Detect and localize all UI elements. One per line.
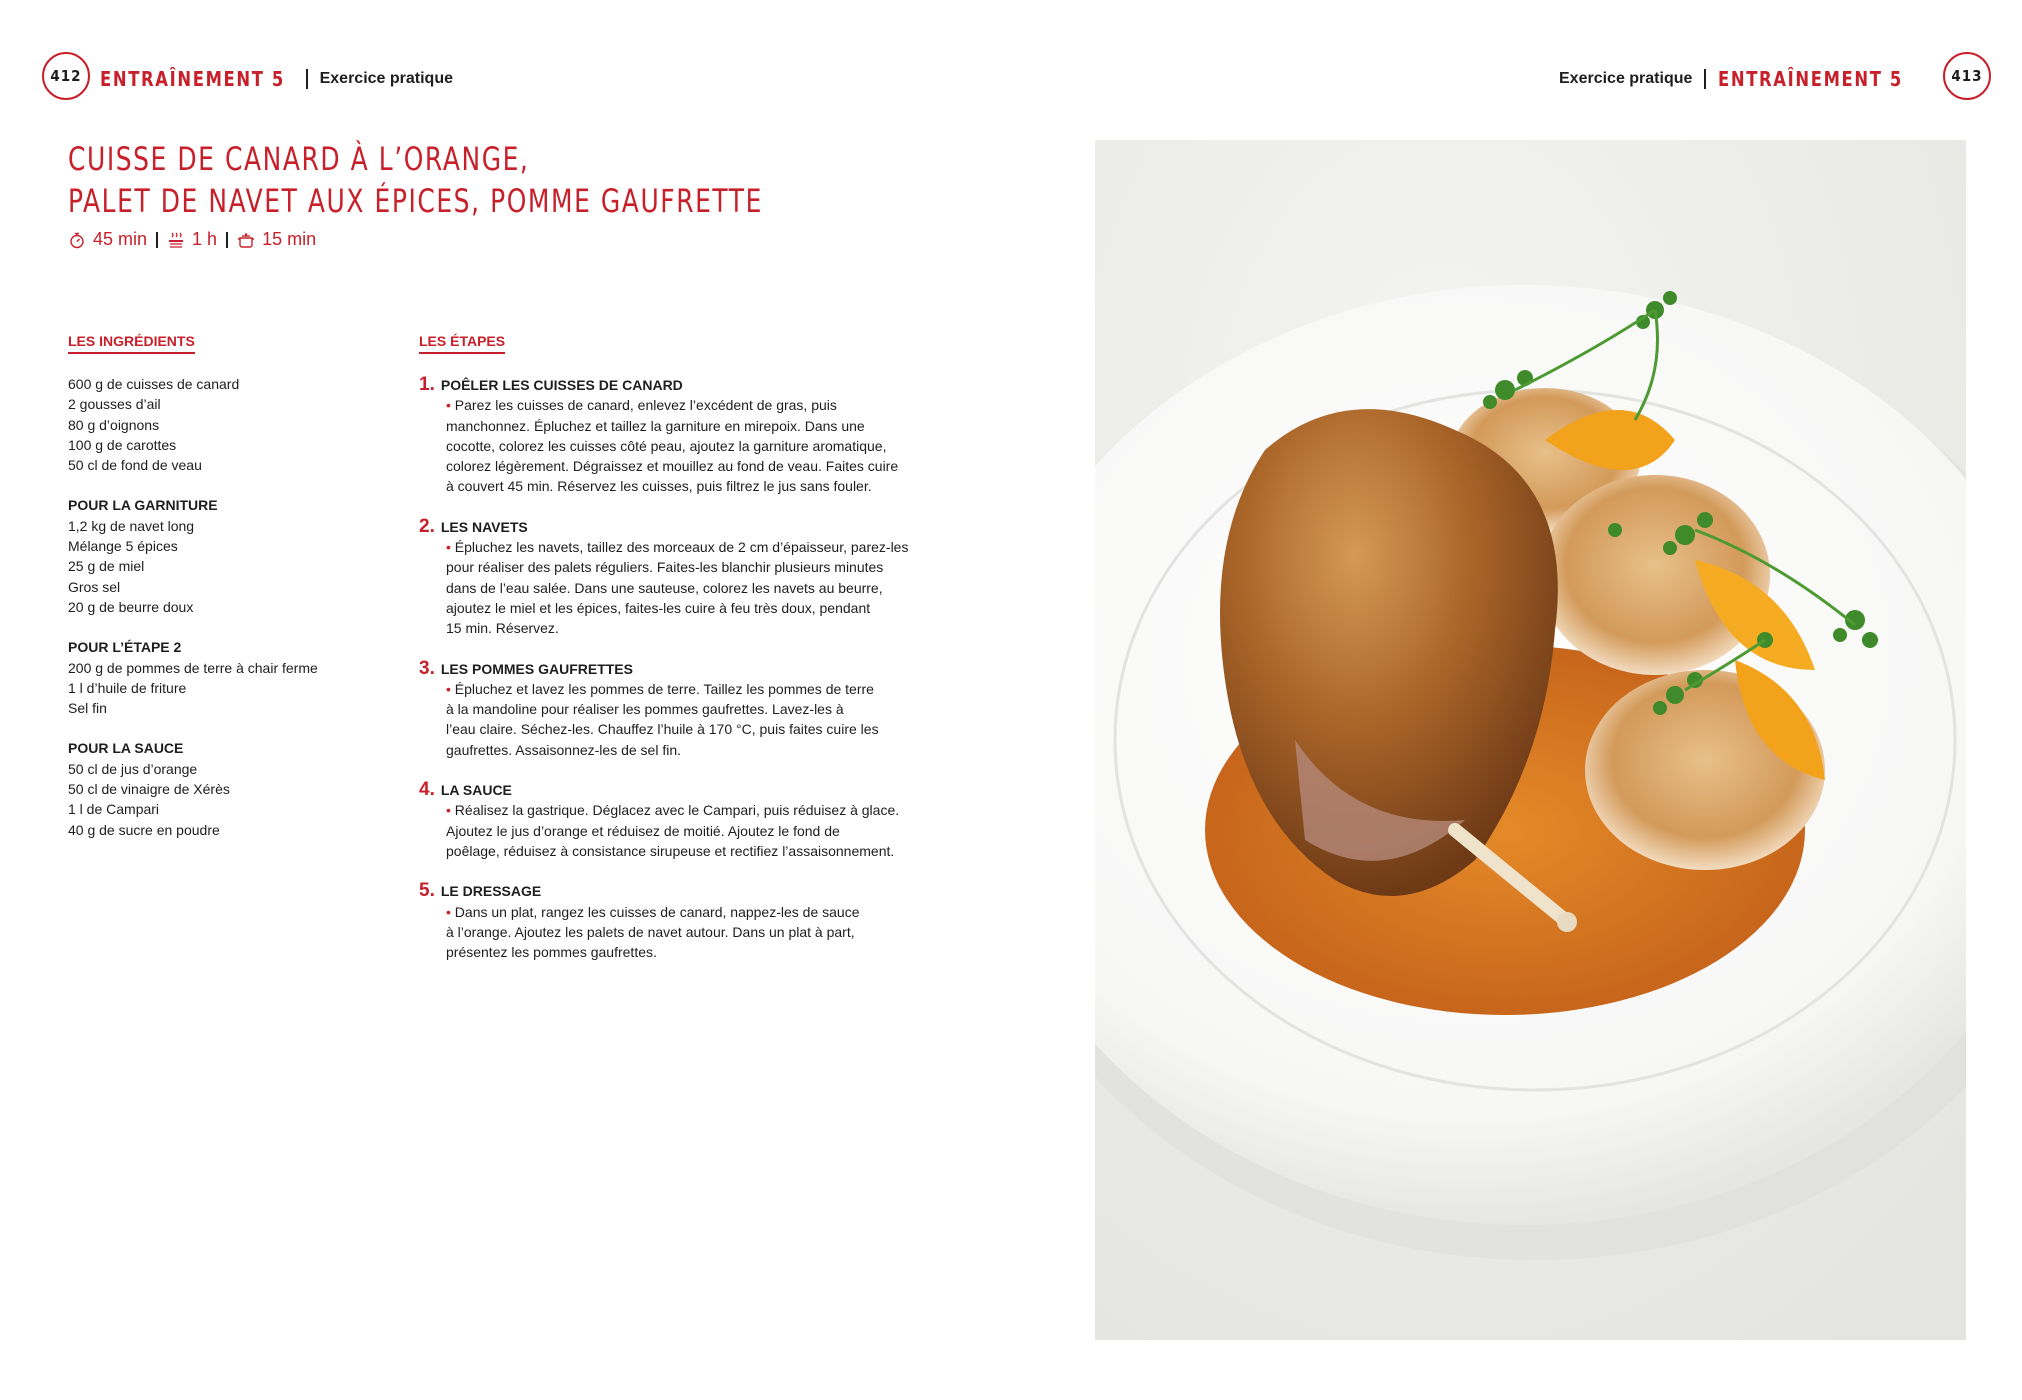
ingredient-item: 50 cl de jus d’orange <box>68 760 198 777</box>
step-title: LES NAVETS <box>440 518 528 535</box>
divider <box>226 232 228 248</box>
dish-photo <box>1095 140 1966 1340</box>
step-4 <box>419 780 949 861</box>
ingredient-item: 25 g de miel <box>68 558 145 575</box>
step-title: LES POMMES GAUFRETTES <box>440 660 633 677</box>
section-label: ENTRAÎNEMENT 5 <box>100 67 285 91</box>
ingredient-item: 50 cl de vinaigre de Xérès <box>68 781 230 798</box>
ingredient-item: 600 g de cuisses de canard <box>68 376 240 392</box>
ingredient-item: 50 cl de fond de veau <box>68 457 202 474</box>
step-line: l’eau claire. Séchez-les. Chauffez l’huile à 170 °C, puis faites cuire les <box>446 721 879 738</box>
step-line: pour réaliser des palets réguliers. Faites-les blanchir plusieurs minutes <box>446 559 884 576</box>
steps-heading: LES ÉTAPES <box>419 333 505 354</box>
bullet-icon: • <box>446 397 451 414</box>
bullet-icon: • <box>446 539 451 556</box>
step-line: 15 min. Réservez. <box>446 620 559 637</box>
step-3 <box>419 659 949 760</box>
ingredient-item: Gros sel <box>68 578 121 595</box>
stopwatch-icon <box>68 231 86 249</box>
ingredient-item: Mélange 5 épices <box>68 538 178 555</box>
step-number: 3. <box>419 657 435 679</box>
page-number-right: 413 <box>1943 52 1991 100</box>
ingredient-item: 2 gousses d’ail <box>68 396 161 413</box>
step-line: Dans un plat, rangez les cuisses de canard, nappez-les de sauce <box>454 903 860 920</box>
ingredients-heading: LES INGRÉDIENTS <box>68 333 195 354</box>
cooking-heat-icon <box>167 231 185 249</box>
step-text <box>419 800 949 861</box>
step-line: présentez les pommes gaufrettes. <box>446 944 657 961</box>
bullet-icon: • <box>446 680 451 697</box>
ingredient-item: Sel fin <box>68 700 107 717</box>
recipe-title-line2: PALET DE NAVET AUX ÉPICES, POMME GAUFRETTE <box>68 182 763 220</box>
page-number-left: 412 <box>42 52 90 100</box>
step-line: Épluchez les navets, taillez des morceaux de 2 cm d’épaisseur, parez-les <box>454 539 909 556</box>
step-line: Parez les cuisses de canard, enlevez l’excédent de gras, puis <box>454 397 837 414</box>
step-title: LE DRESSAGE <box>440 883 542 900</box>
ingredients-group-etape2 <box>68 637 368 718</box>
running-header-right <box>1559 64 1916 94</box>
step-title: POÊLER LES CUISSES DE CANARD <box>440 377 683 393</box>
step-line: Ajoutez le jus d’orange et réduisez de moitié. Ajoutez le fond de <box>446 822 840 839</box>
ingredient-group-title: POUR L’ÉTAPE 2 <box>68 639 182 656</box>
prep-time: 45 min <box>93 229 148 249</box>
step-line: dans de l’eau salée. Dans une sauteuse, colorez les navets au beurre, <box>446 579 883 596</box>
step-text <box>419 902 949 963</box>
recipe-title <box>68 138 763 222</box>
ingredient-item: 100 g de carottes <box>68 436 177 453</box>
cook-time: 1 h <box>192 229 218 249</box>
step-number: 4. <box>419 779 435 801</box>
ingredient-group-title: POUR LA GARNITURE <box>68 497 218 514</box>
step-text <box>419 679 949 760</box>
ingredients-group-garniture <box>68 495 368 617</box>
divider <box>306 69 308 89</box>
subsection-label: Exercice pratique <box>1559 70 1693 87</box>
rest-time: 15 min <box>262 229 317 249</box>
ingredient-item: 1 l d’huile de friture <box>68 679 187 696</box>
running-header-left <box>100 64 453 94</box>
subsection-label: Exercice pratique <box>319 70 453 87</box>
step-line: ajoutez le miel et les épices, faites-les cuire à feu très doux, pendant <box>446 599 871 616</box>
ingredients-base <box>68 374 368 475</box>
step-2 <box>419 517 949 639</box>
step-text <box>419 395 949 496</box>
step-line: à l’orange. Ajoutez les palets de navet autour. Dans un plat à part, <box>446 923 855 940</box>
step-line: à couvert 45 min. Réservez les cuisses, puis filtrez le jus sans fouler. <box>446 478 872 495</box>
step-line: Réalisez la gastrique. Déglacez avec le Campari, puis réduisez à glace. <box>454 802 900 819</box>
step-line: poêlage, réduisez à consistance sirupeuse et rectifiez l’assaisonnement. <box>446 842 895 859</box>
bullet-icon: • <box>446 802 451 819</box>
step-5 <box>419 881 949 962</box>
step-line: gaufrettes. Assaisonnez-les de sel fin. <box>446 741 682 758</box>
step-text <box>419 537 949 638</box>
ingredient-item: 1,2 kg de navet long <box>68 517 195 534</box>
recipe-title-line1: CUISSE DE CANARD À L’ORANGE, <box>68 140 530 178</box>
ingredient-item: 1 l de Campari <box>68 801 160 818</box>
ingredient-item: 40 g de sucre en poudre <box>68 821 220 838</box>
step-number: 5. <box>419 880 435 902</box>
step-1 <box>419 375 949 497</box>
step-line: Épluchez et lavez les pommes de terre. Taillez les pommes de terre <box>454 680 874 697</box>
step-number: 2. <box>419 515 435 537</box>
pot-icon <box>237 231 255 249</box>
divider <box>1704 69 1706 89</box>
ingredients-group-sauce <box>68 738 368 839</box>
step-line: colorez légèrement. Dégraissez et mouillez au fond de veau. Faites cuire <box>446 458 899 475</box>
step-line: cocotte, colorez les cuisses côté peau, ajoutez la garniture aromatique, <box>446 437 887 454</box>
bullet-icon: • <box>446 903 451 920</box>
step-title: LA SAUCE <box>440 782 512 799</box>
divider <box>156 232 158 248</box>
step-line: manchonnez. Épluchez et taillez la garniture en mirepoix. Dans une <box>446 417 865 434</box>
ingredient-item: 200 g de pommes de terre à chair ferme <box>68 659 318 676</box>
recipe-times <box>68 229 316 250</box>
ingredient-item: 20 g de beurre doux <box>68 598 194 615</box>
step-line: à la mandoline pour réaliser les pommes gaufrettes. Lavez-les à <box>446 701 844 718</box>
steps-list <box>419 375 949 982</box>
step-number: 1. <box>419 374 435 395</box>
ingredients-list <box>68 374 368 860</box>
ingredient-group-title: POUR LA SAUCE <box>68 740 184 757</box>
section-label: ENTRAÎNEMENT 5 <box>1718 67 1904 91</box>
ingredient-item: 80 g d’oignons <box>68 416 160 433</box>
